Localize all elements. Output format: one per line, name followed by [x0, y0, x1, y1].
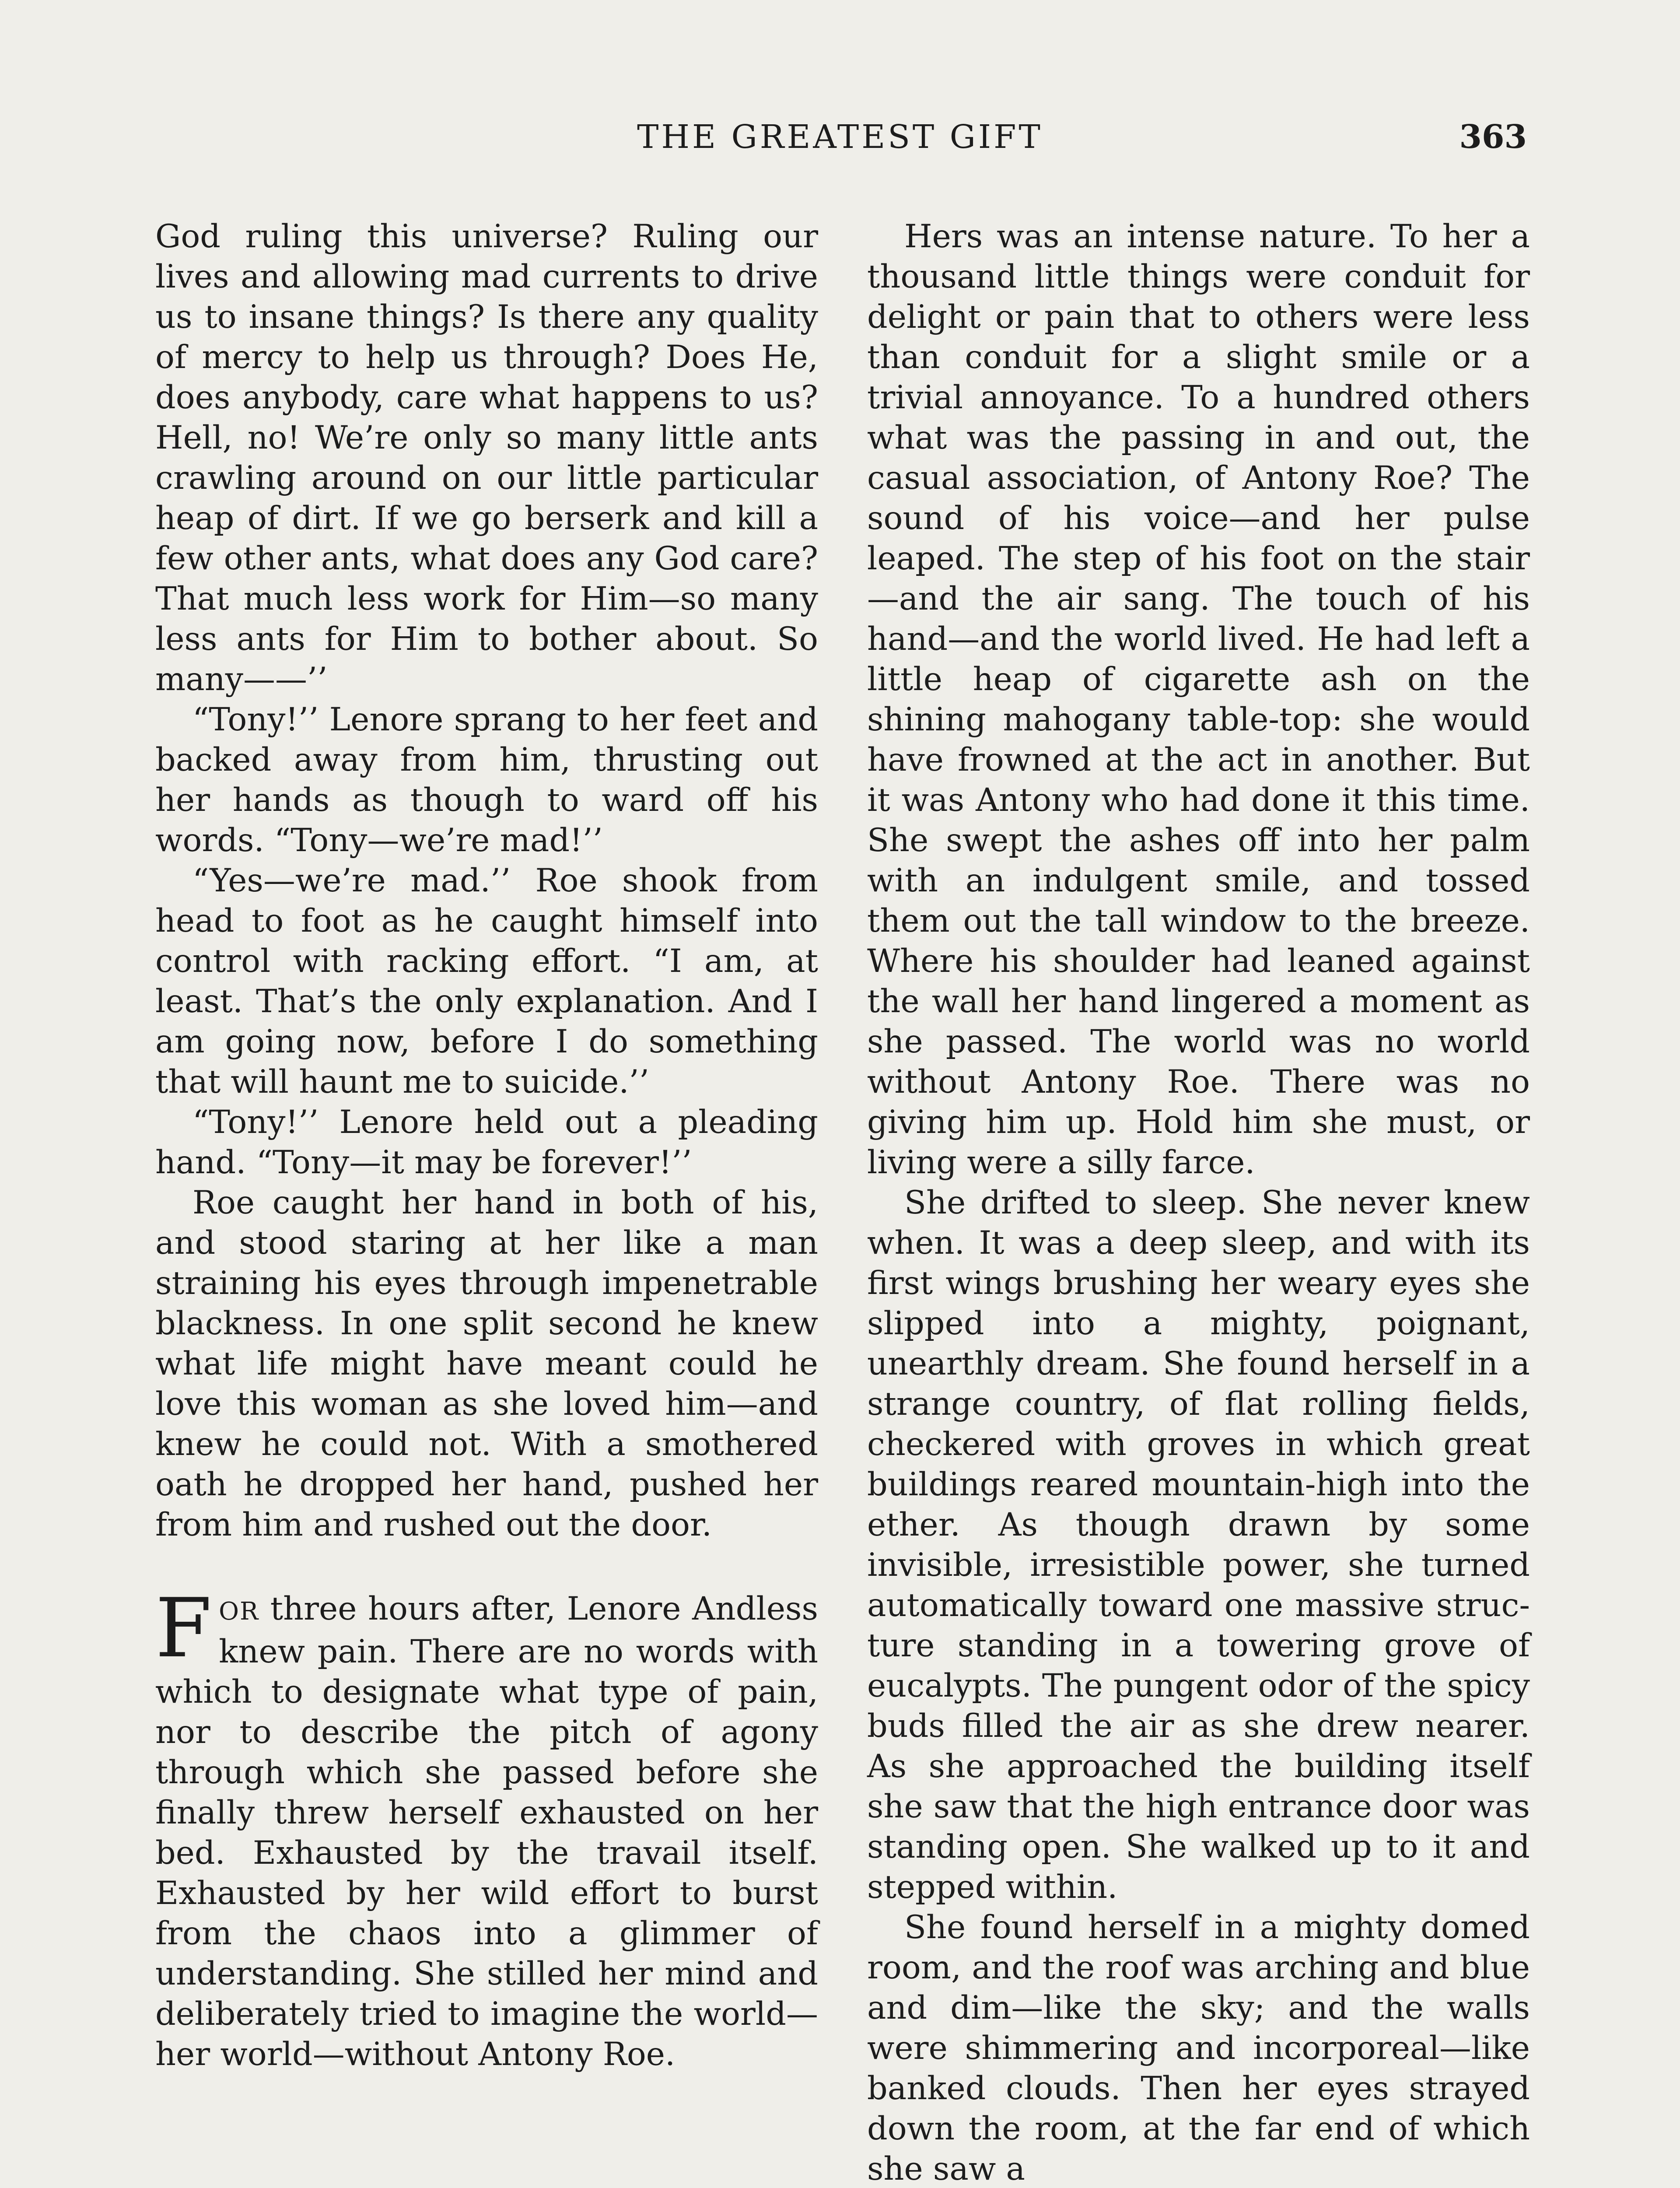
section-text: three hours after, Lenore Andless knew pain. There are no words with which to designate what type of pain, nor to describe the pitch of agony through which she passed before she finally threw herself exhausted on her bed. Exhausted by the travail itself. Exhausted by her wild effort to burst from the chaos into a glimmer of understanding. She stilled her mind and deliberately tried to imagine the world—her world—without Antony Roe.: [155, 1590, 818, 2073]
paragraph: Hers was an intense nature. To her a thousand little things were conduit for delight or pain that to others were less than conduit for a slight smile or a trivial annoyance. To a hundred others what was the passing in and out, the casual association, of Antony Roe? The sound of his voice—and her pulse leaped. The step of his foot on the stair—and the air sang. The touch of his hand—and the world lived. He had left a little heap of cigarette ash on the shining mahogany table-top: she would have frowned at the act in another. But it was Antony who had done it this time. She swept the ashes off into her palm with an indulgent smile, and tossed them out the tall window to the breeze. Where his shoulder had leaned against the wall her hand lingered a moment as she passed. The world was no world without Antony Roe. There was no giving him up. Hold him she must, or living were a silly farce.: [867, 218, 1530, 1181]
paragraph: “Yes—we’re mad.’’ Roe shook from head to foot as he caught himself into control with racking effort. “I am, at least. That’s the only explanation. And I am going now, before I do something that will haunt me to suicide.’’: [155, 862, 818, 1101]
left-column: [155, 217, 818, 2075]
drop-cap: F: [155, 1581, 212, 1676]
paragraph: Roe caught her hand in both of his, and stood staring at her like a man straining his eyes through impenetrable blackness. In one split second he knew what life might have meant could he love this woman as she loved him—and knew he could not. With a smothered oath he dropped her hand, pushed her from him and rushed out the door.: [155, 1184, 818, 1543]
paragraph: She drifted to sleep. She never knew when. It was a deep sleep, and with its first wings brushing her weary eyes she slipped into a mighty, poignant, unearthly dream. She found herself in a strange country, of flat rolling fields, checkered with groves in which great buildings reared mountain-high into the ether. As though drawn by some invisible, irresistible power, she turned automatically toward one massive structure standing in a towering grove of eucalypts. The pungent odor of the spicy buds filled the air as she drew nearer. As she approached the building itself she saw that the high entrance door was standing open. She walked up to it and stepped within.: [867, 1184, 1530, 1906]
paragraph: “Tony!’’ Lenore held out a pleading hand. “Tony—it may be forever!’’: [155, 1104, 818, 1181]
paragraph: “Tony!’’ Lenore sprang to her feet and backed away from him, thrusting out her hands as though to ward off his words. “Tony—we’re mad!’’: [155, 701, 818, 859]
page-title: THE GREATEST GIFT: [637, 118, 1043, 156]
right-column: [867, 217, 1530, 2188]
page-number: 363: [1459, 118, 1527, 156]
paragraph: God ruling this universe? Ruling our lives and allowing mad currents to drive us to insane things? Is there any quality of mercy to help us through? Does He, does anybody, care what happens to us? Hell, no! We’re only so many little ants crawling around on our little particular heap of dirt. If we go berserk and kill a few other ants, what does any God care? That much less work for Him—so many less ants for Him to bother about. So many——’’: [155, 218, 818, 698]
small-caps-lead: OR: [219, 1597, 259, 1626]
running-head: [153, 118, 1527, 166]
section-paragraph: [155, 1581, 818, 2075]
paragraph: She found herself in a mighty domed room, and the roof was arching and blue and dim—like the sky; and the walls were shimmering and incorporeal—like banked clouds. Then her eyes strayed down the room, at the far end of which she saw a: [867, 1909, 1530, 2188]
